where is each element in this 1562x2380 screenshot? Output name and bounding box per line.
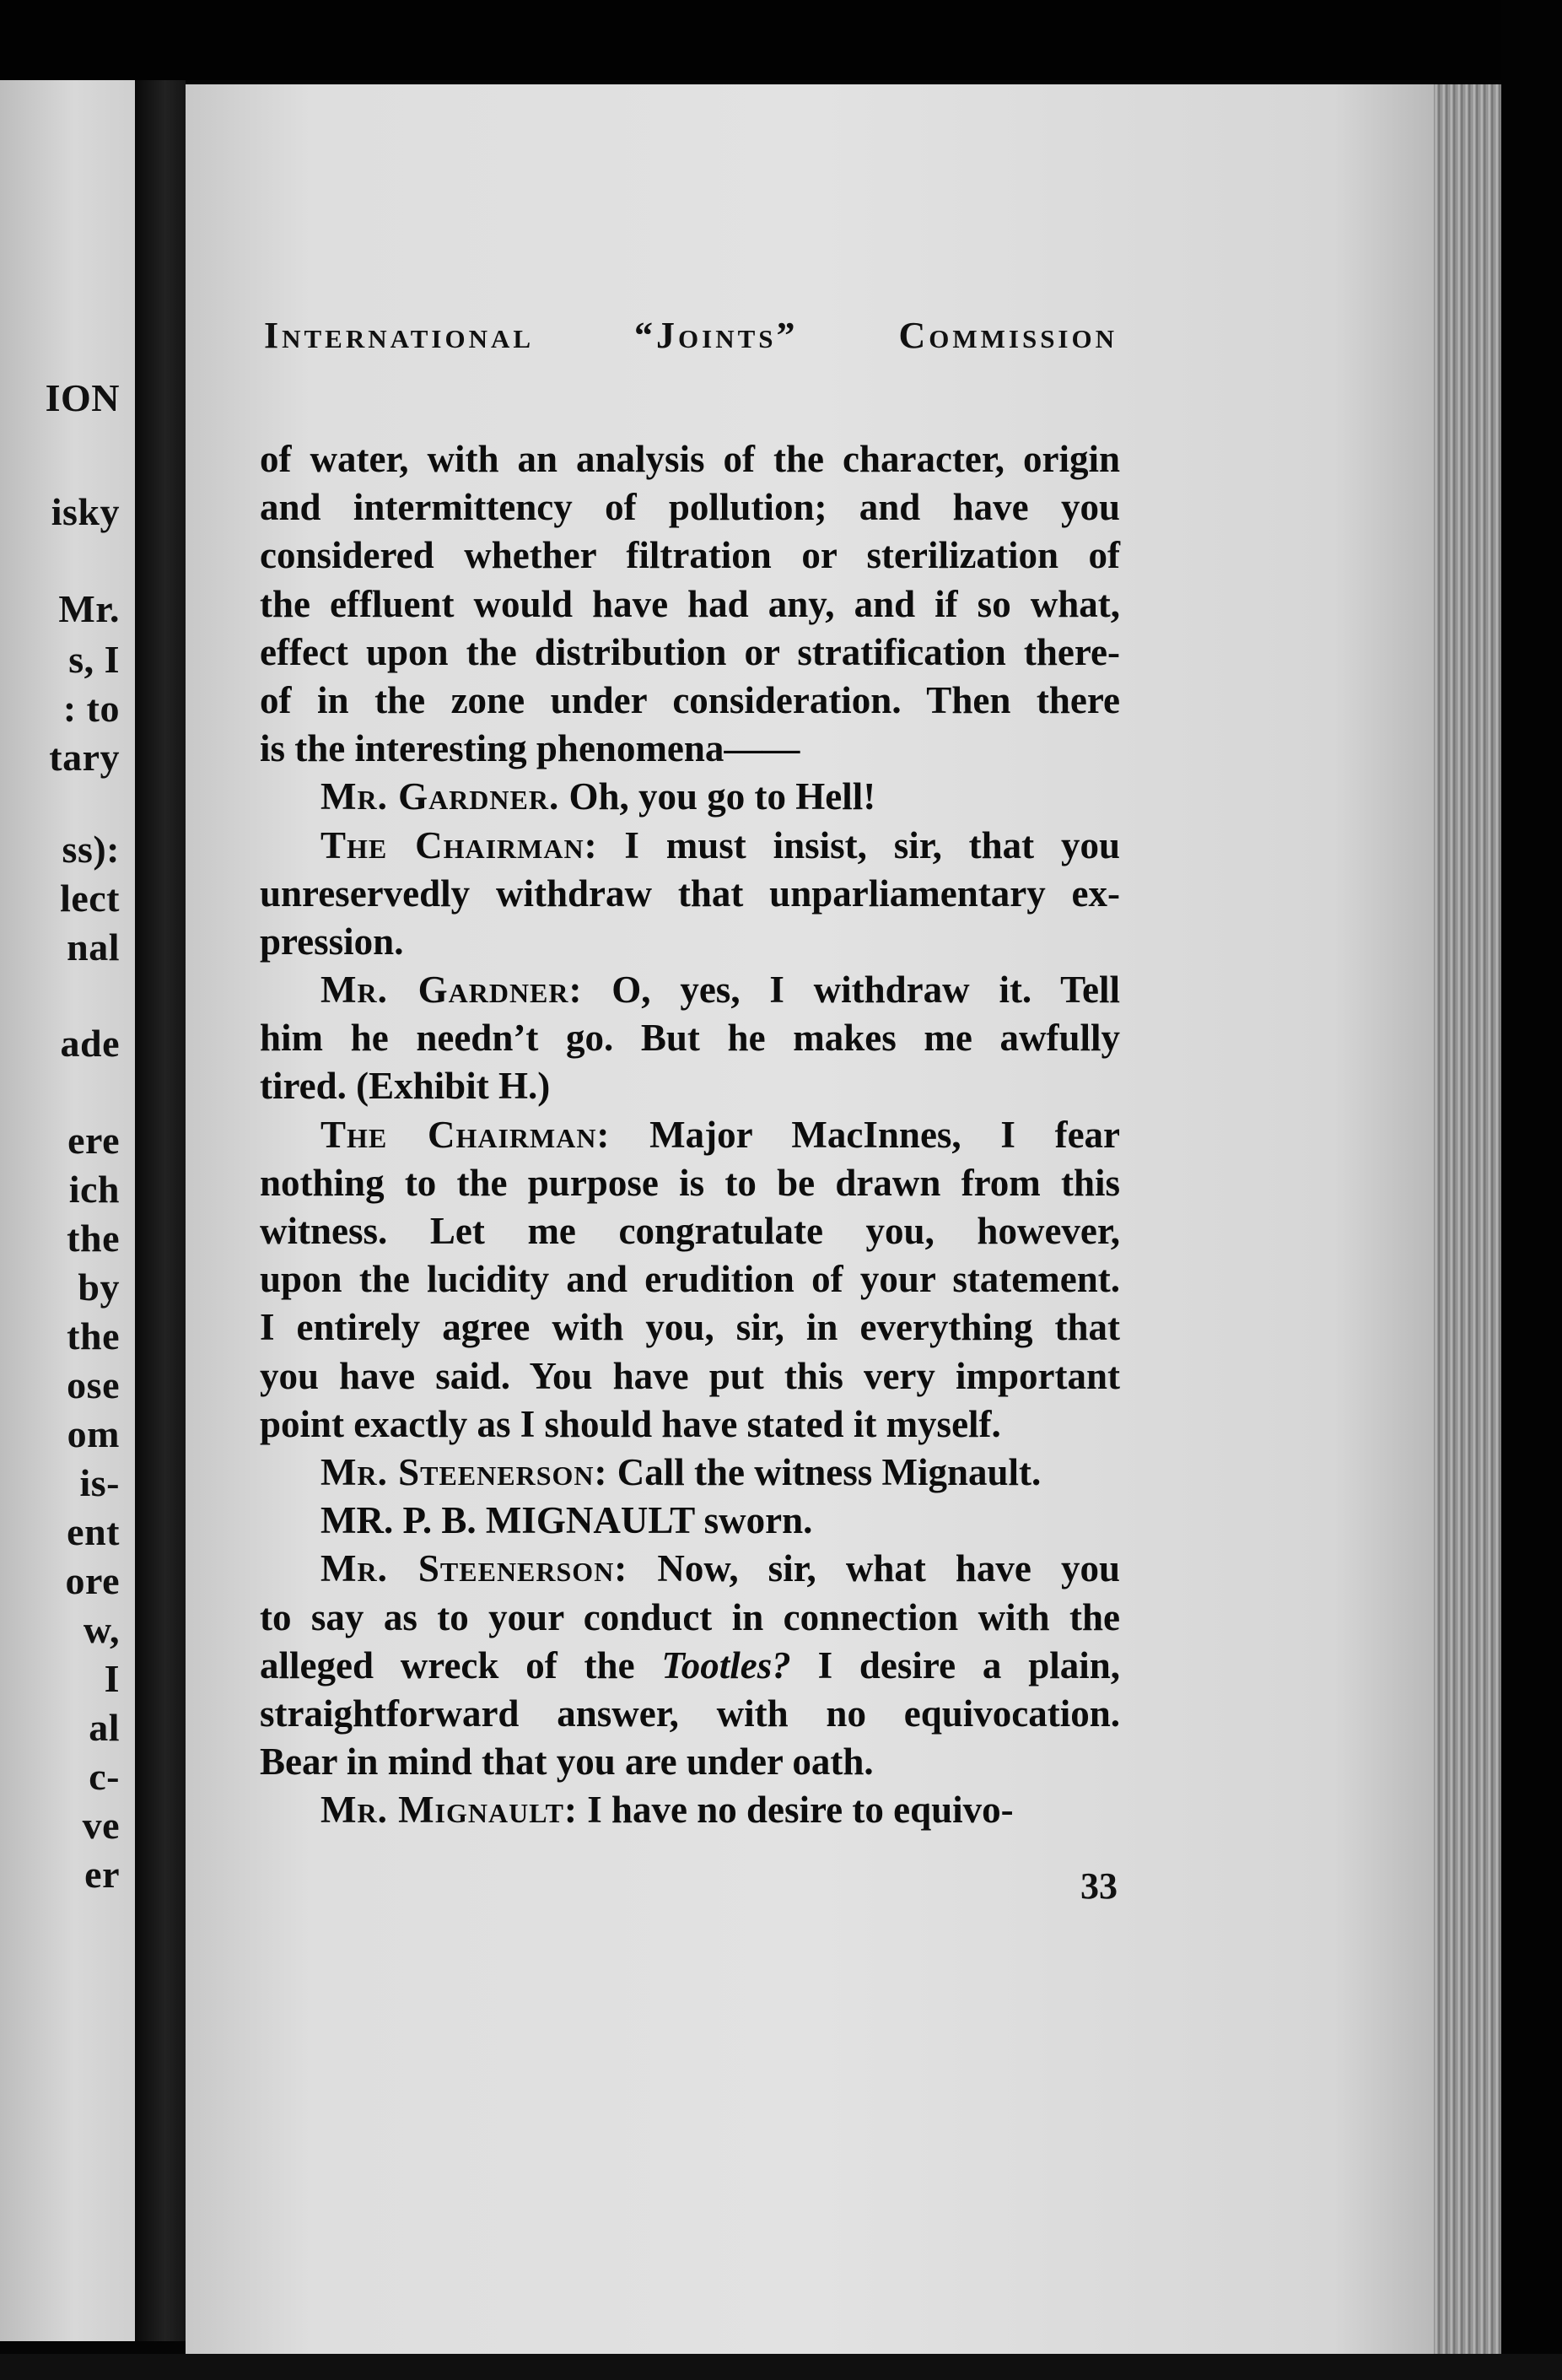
speaker-name: Mr. Steenerson:: [320, 1450, 608, 1493]
facing-page-text: al: [89, 1706, 120, 1749]
line-text: and intermittency of pollution; and have you: [260, 486, 1120, 529]
scan-right-border: [1501, 0, 1562, 2380]
line-text: upon the lucidity and erudition of your statement.: [260, 1258, 1120, 1301]
text-line: [260, 1594, 1120, 1642]
text-line: [260, 1303, 1120, 1352]
facing-page-text: ose: [67, 1363, 120, 1406]
speech-line: [260, 966, 1120, 1014]
facing-page-text: om: [67, 1412, 120, 1455]
line-text: Oh, you go to Hell!: [568, 775, 876, 818]
facing-page-text: ich: [68, 1168, 120, 1211]
text-line: [260, 1352, 1120, 1400]
speech-line: [260, 1786, 1120, 1834]
text-line: [260, 1497, 1120, 1545]
line-text: Call the witness Mignault.: [617, 1450, 1042, 1493]
facing-page-text: ent: [67, 1510, 120, 1553]
text-line: [260, 629, 1120, 677]
text-line: [260, 1255, 1120, 1303]
text-line: [260, 677, 1120, 725]
facing-page-text: s, I: [68, 638, 120, 681]
text-line: [260, 1400, 1120, 1449]
line-text: to say as to your conduct in connection with the: [260, 1595, 1120, 1638]
facing-page-text: by: [78, 1266, 120, 1309]
line-text: of water, with an analysis of the character, origin: [260, 438, 1120, 480]
text-line: [260, 870, 1120, 918]
text-line: [260, 532, 1120, 580]
body-text: [260, 435, 1120, 1834]
speech-line: [260, 822, 1120, 870]
line-text: effect upon the distribution or stratification there-: [260, 630, 1120, 673]
line-text: O, yes, I withdraw it. Tell: [611, 969, 1121, 1012]
line-text: tired. (Exhibit H.): [260, 1065, 551, 1108]
facing-page-text: : to: [62, 687, 120, 730]
line-text: pression.: [260, 920, 404, 963]
facing-page-text: I: [104, 1657, 120, 1700]
scan-bottom-border: [0, 2354, 1562, 2380]
line-text: is the interesting phenomena——: [260, 727, 800, 770]
speaker-name: Mr. Mignault:: [320, 1789, 578, 1832]
facing-page-text: isky: [51, 490, 120, 533]
book-gutter: [135, 80, 186, 2341]
text-line: [260, 725, 1120, 773]
line-text: Now, sir, what have you: [657, 1547, 1120, 1590]
text-line: [260, 435, 1120, 483]
facing-page-text: er: [84, 1853, 120, 1896]
text-line: [260, 1642, 1120, 1690]
facing-page-text: w,: [83, 1608, 120, 1651]
line-text: Major MacInnes, I fear: [649, 1113, 1121, 1156]
facing-page-text: the: [67, 1217, 120, 1260]
speaker-name: Mr. Steenerson:: [320, 1547, 628, 1590]
line-text: I desire a plain,: [817, 1643, 1120, 1687]
vessel-name: Tootles?: [661, 1643, 791, 1687]
text-line: [260, 1690, 1120, 1738]
speaker-name: The Chairman:: [320, 823, 598, 866]
facing-page-text: c-: [89, 1755, 120, 1798]
line-text: witness. Let me congratulate you, however,: [260, 1210, 1120, 1252]
text-line: [260, 1207, 1120, 1255]
line-text: considered whether filtration or sterilization of: [260, 534, 1120, 577]
speech-line: [260, 1545, 1120, 1593]
facing-page-text: the: [67, 1314, 120, 1357]
line-text: MR. P. B. MIGNAULT sworn.: [320, 1499, 813, 1542]
line-text: I must insist, sir, that you: [624, 823, 1121, 866]
facing-page-text: ere: [67, 1119, 120, 1162]
facing-page-fragment: [0, 80, 135, 2341]
line-text: point exactly as I should have stated it myself.: [260, 1402, 1001, 1445]
line-text: of in the zone under consideration. Then there: [260, 678, 1120, 721]
speech-line: [260, 1111, 1120, 1159]
facing-page-text: ve: [82, 1804, 120, 1847]
line-text: the effluent would have had any, and if so what,: [260, 582, 1120, 625]
line-text: unreservedly withdraw that unparliamentary ex-: [260, 872, 1120, 915]
line-text: alleged wreck of the: [260, 1643, 635, 1687]
speaker-name: Mr. Gardner:: [320, 969, 583, 1012]
text-line: [260, 1159, 1120, 1207]
line-text: you have said. You have put this very important: [260, 1354, 1120, 1397]
line-text: him he needn’t go. But he makes me awfully: [260, 1017, 1120, 1060]
speaker-name: Mr. Gardner.: [320, 775, 560, 818]
facing-page-text: ade: [60, 1022, 120, 1065]
text-line: [260, 483, 1120, 532]
facing-page-text: lect: [60, 877, 120, 920]
line-text: I entirely agree with you, sir, in everything that: [260, 1306, 1120, 1349]
speech-line: [260, 1449, 1120, 1497]
text-line: [260, 1062, 1120, 1110]
facing-page-text: is-: [79, 1461, 120, 1504]
line-text: I have no desire to equivo-: [587, 1789, 1014, 1832]
running-head: International “Joints” Commission: [264, 315, 1118, 356]
facing-page-text: nal: [67, 926, 120, 969]
line-text: Bear in mind that you are under oath.: [260, 1740, 874, 1784]
text-line: [260, 1738, 1120, 1786]
speaker-name: The Chairman:: [320, 1113, 611, 1156]
line-text: nothing to the purpose is to be drawn from this: [260, 1161, 1120, 1204]
scan-top-border: [0, 0, 1562, 80]
facing-page-text: Mr.: [58, 587, 120, 630]
facing-page-text: ss):: [62, 828, 120, 871]
page-edges: [1434, 84, 1501, 2354]
text-line: [260, 1014, 1120, 1062]
page-number: 33: [1080, 1865, 1118, 1907]
text-line: [260, 580, 1120, 629]
facing-page-text: ore: [65, 1559, 120, 1602]
facing-page-text: ION: [45, 376, 120, 419]
facing-page-text: tary: [49, 736, 120, 779]
speech-line: [260, 773, 1120, 821]
text-line: [260, 918, 1120, 966]
line-text: straightforward answer, with no equivocation.: [260, 1692, 1120, 1735]
